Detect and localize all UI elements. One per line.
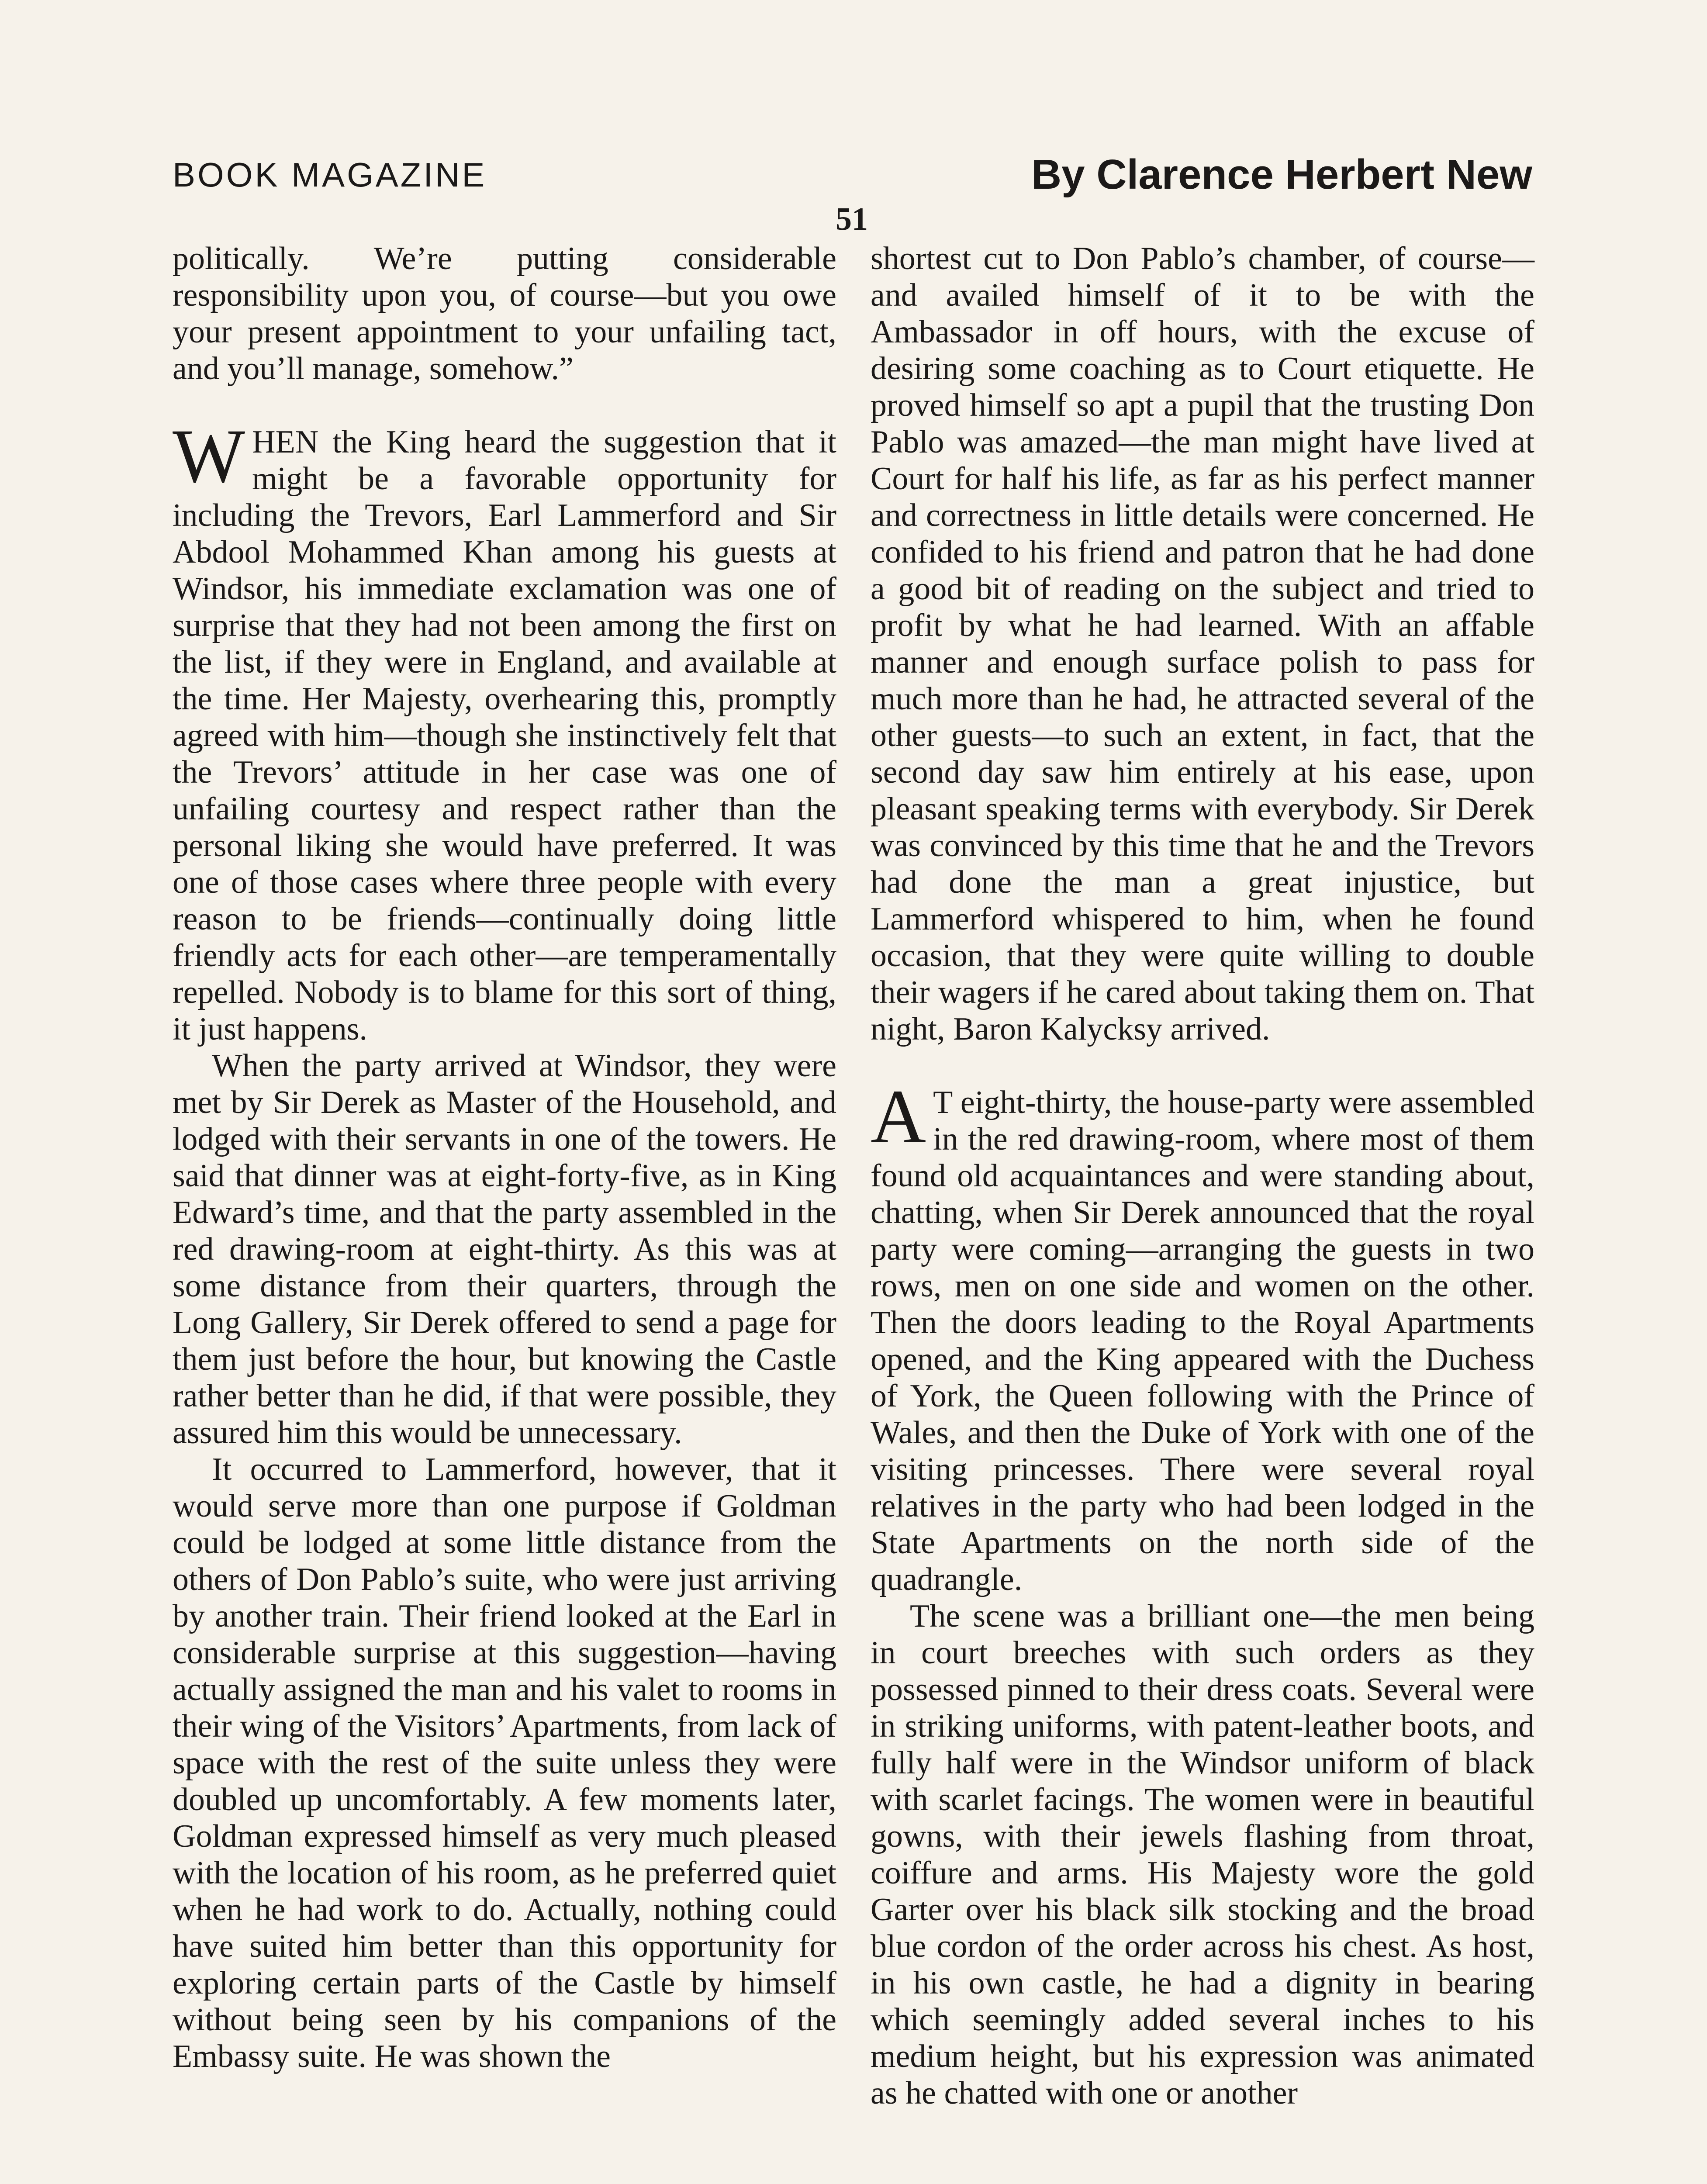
paragraph: When the party arrived at Windsor, they were met by Sir Derek as Master of the Household, and lodged with their servants in one of the towers. He said that dinner was at eight-forty-five, as in King Edward’s time, and that the party assembled in the red drawing-room at eight-thirty. As this was at some distance from their quarters, through the Long Gallery, Sir Derek offered to send a page for them just before the hour, but knowing the Castle rather better than he did, if that were possible, they assured him this would be unnecessary. [173,1048,836,1451]
running-header-left: BOOK MAGAZINE [173,156,487,194]
paragraph-with-dropcap [871,1074,1534,1598]
left-text-column [173,240,836,2075]
right-text-column [871,240,1534,2111]
paragraph-text: HEN the King heard the suggestion that it might be a favorable opportunity for including the Trevors, Earl Lammerford and Sir Abdool Mohammed Khan among his guests at Windsor, his immediate exclamation was one of surprise that they had not been among the first on the list, if they were in England, and available at the time. Her Majesty, overhearing this, promptly agreed with him—though she instinctively felt that the Trevors’ attitude in her case was one of unfailing courtesy and respect rather than the personal liking she would have preferred. It was one of those cases where three people with every reason to be friends—continually doing little friendly acts for each other—are temperamentally repelled. Nobody is to blame for this sort of thing, it just happens. [173,424,836,1047]
page-number: 51 [836,201,868,237]
drop-cap-letter: A [871,1074,926,1159]
paragraph: The scene was a brilliant one—the men being in court breeches with such orders as they possessed pinned to their dress coats. Several were in striking uniforms, with patent-leather boots, and fully half were in the Windsor uniform of black with scarlet facings. The women were in beautiful gowns, with their jewels flashing from throat, coiffure and arms. His Majesty wore the gold Garter over his black silk stocking and the broad blue cordon of the order across his chest. As host, in his own castle, he had a dignity in bearing which seemingly added several inches to his medium height, but his expression was animated as he chatted with one or another [871,1598,1534,2111]
paragraph-text: T eight-thirty, the house-party were assembled in the red drawing-room, where most of them found old acquaintances and were standing about, chatting, when Sir Derek announced that the royal party were coming—arranging the guests in two rows, men on one side and women on the other. Then the doors leading to the Royal Apartments opened, and the King appeared with the Duchess of York, the Queen following with the Prince of Wales, and then the Duke of York with one of the visiting princesses. There were several royal relatives in the party who had been lodged in the State Apartments on the north side of the quadrangle. [871,1085,1534,1597]
drop-cap-letter: W [173,414,245,499]
paragraph: politically. We’re putting considerable responsibility upon you, of course—but you owe your present appointment to your unfailing tact, and you’ll manage, somehow.” [173,241,836,387]
paragraph-with-dropcap [173,414,836,1047]
paragraph: shortest cut to Don Pablo’s chamber, of course—and availed himself of it to be with the Ambassador in off hours, with the excuse of desiring some coaching as to Court etiquette. He proved himself so apt a pupil that the trusting Don Pablo was amazed—the man might have lived at Court for half his life, as far as his perfect manner and correctness in little details were concerned. He confided to his friend and patron that he had done a good bit of reading on the subject and tried to profit by what he had learned. With an affable manner and enough surface polish to pass for much more than he had, he attracted several of the other guests—to such an extent, in fact, that the second day saw him entirely at his ease, upon pleasant speaking terms with everybody. Sir Derek was convinced by this time that he and the Trevors had done the man a great injustice, but Lammerford whispered to him, when he found occasion, that they were quite willing to double their wagers if he cared about taking them on. That night, Baron Kalycksy arrived. [871,241,1534,1047]
paragraph: It occurred to Lammerford, however, that it would serve more than one purpose if Goldman could be lodged at some little distance from the others of Don Pablo’s suite, who were just arriving by another train. Their friend looked at the Earl in considerable surprise at this suggestion—having actually assigned the man and his valet to rooms in their wing of the Visitors’ Apartments, from lack of space with the rest of the suite unless they were doubled up uncomfortably. A few moments later, Goldman expressed himself as very much pleased with the location of his room, as he preferred quiet when he had work to do. Actually, nothing could have suited him better than this opportunity for exploring certain parts of the Castle by himself without being seen by his companions of the Embassy suite. He was shown the [173,1451,836,2074]
running-header-right: By Clarence Herbert New [1031,151,1532,198]
